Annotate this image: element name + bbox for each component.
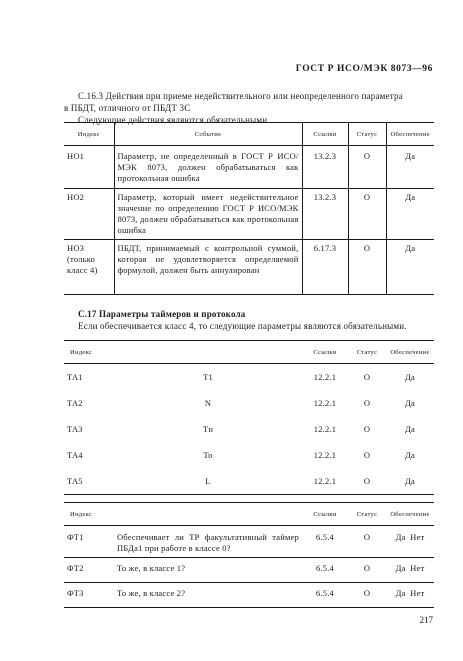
col-header-ref: Ссылки (302, 503, 348, 526)
table-row (64, 240, 434, 295)
row-name: N (204, 397, 212, 408)
col-header-index: Индекс (64, 503, 114, 526)
row-ref: 12.2.1 (313, 371, 337, 382)
row-status: О (363, 532, 371, 542)
row-status: О (363, 371, 371, 382)
table-actions (64, 122, 434, 295)
row-support: Да (405, 397, 415, 408)
row-name: Т1 (203, 371, 213, 382)
table-row (64, 189, 434, 240)
row-ref: 6.5.4 (302, 583, 348, 608)
row-name: L (114, 468, 302, 495)
row-status: О (348, 558, 386, 583)
col-header-ref: Ссылки (302, 341, 348, 364)
table-row (64, 583, 434, 608)
row-index: ТА3 (67, 423, 83, 434)
col-header-index: Индекс (64, 341, 114, 364)
row-support: Да (405, 449, 415, 460)
row-index: ФТ3 (64, 583, 114, 608)
row-support: Да (386, 240, 434, 295)
row-index: ТА4 (67, 449, 83, 460)
row-status: О (348, 240, 386, 295)
col-header-support: Обеспечение (386, 123, 434, 146)
row-status: О (363, 449, 371, 460)
row-ref: 12.2.1 (313, 397, 337, 408)
row-event: Параметр, не определенный в ГОСТ Р ИСО/МЭК 8073, должен обрабатываться как протокольная ошибка (114, 146, 302, 189)
row-support: Да (405, 423, 415, 434)
row-event: Обеспечивает ли ТР факультативный таймер ПБДа1 при работе в классе 0? (117, 532, 299, 553)
row-status: О (363, 423, 371, 434)
col-header-support: Обеспечение (386, 341, 434, 364)
table-header-row (64, 503, 434, 526)
table-header-row (64, 123, 434, 146)
table-row (64, 558, 434, 583)
row-index: НО3 (только класс 4) (64, 240, 114, 295)
row-event: То же, в классе 2? (114, 583, 302, 608)
row-index: ТА2 (67, 397, 83, 408)
row-name: То (203, 449, 213, 460)
row-support: Да (386, 468, 434, 495)
row-support: Да (386, 189, 434, 240)
table-row (64, 364, 434, 391)
table-row (64, 146, 434, 189)
page-number: 217 (419, 615, 433, 625)
col-header-status: Статус (348, 123, 386, 146)
row-event: Параметр, который имеет недействительное значение по определению ГОСТ Р ИСО/МЭК 8073, должен обрабатываться как протокольная ошибка (114, 189, 302, 240)
col-header-status: Статус (348, 341, 386, 364)
section-17-title: С.17 Параметры таймеров и протокола (78, 309, 246, 319)
col-header-ref: Ссылки (302, 123, 348, 146)
col-header-name (114, 341, 302, 364)
intro-line-2: в ПБДТ, отличного от ПБДТ 3С (64, 103, 191, 113)
intro-line-1: С.16.3 Действия при приеме недействительного или неопределенного параметра (78, 91, 403, 101)
row-support: Да Нет (395, 532, 425, 542)
section-17-text: Если обеспечивается класс 4, то следующие параметры являются обязательными. (78, 321, 407, 331)
row-status: О (363, 397, 371, 408)
intro-line-3: Следующие действия являются обязательными (78, 115, 268, 125)
running-header: ГОСТ Р ИСО/МЭК 8073—96 (295, 64, 433, 74)
row-index: НО2 (64, 189, 114, 240)
table-row (64, 442, 434, 468)
row-index: НО1 (67, 151, 85, 161)
row-status: О (348, 583, 386, 608)
row-index: ФТ1 (67, 532, 84, 542)
row-support: Да (405, 371, 415, 382)
col-header-index: Индекс (64, 123, 114, 146)
col-header-event (114, 503, 302, 526)
col-header-event: Событие (114, 123, 302, 146)
intro-paragraph (64, 90, 434, 126)
row-index: ТА5 (64, 468, 114, 495)
table-row (64, 416, 434, 442)
row-ref: 13.2.3 (302, 146, 348, 189)
row-name: Тн (202, 423, 214, 434)
table-row (64, 390, 434, 416)
row-status: О (348, 468, 386, 495)
col-header-support: Обеспечение (386, 503, 434, 526)
row-ref: 12.2.1 (313, 423, 337, 434)
table-row (64, 468, 434, 495)
row-status: О (348, 146, 386, 189)
row-event: ПБДТ, принимаемый с контрольной суммой, которая не удовлетворяется определяемой формулой, должен быть аннулирован (114, 240, 302, 295)
row-ref: 6.17.3 (302, 240, 348, 295)
table-header-row (64, 341, 434, 364)
row-ref: 13.2.3 (302, 189, 348, 240)
row-index: ФТ2 (64, 558, 114, 583)
table-optional-timers (64, 502, 434, 608)
table-timers (64, 340, 434, 495)
table-row (64, 526, 434, 558)
row-event: То же, в классе 1? (114, 558, 302, 583)
section-17 (64, 308, 434, 332)
row-status: О (348, 189, 386, 240)
row-ref: 6.5.4 (302, 558, 348, 583)
row-support: Да (386, 146, 434, 189)
row-support: Да Нет (386, 583, 434, 608)
col-header-status: Статус (348, 503, 386, 526)
row-ref: 12.2.1 (313, 449, 337, 460)
row-index: ТА1 (67, 371, 83, 382)
row-support: Да Нет (386, 558, 434, 583)
row-ref: 12.2.1 (302, 468, 348, 495)
row-ref: 6.5.4 (316, 532, 334, 542)
